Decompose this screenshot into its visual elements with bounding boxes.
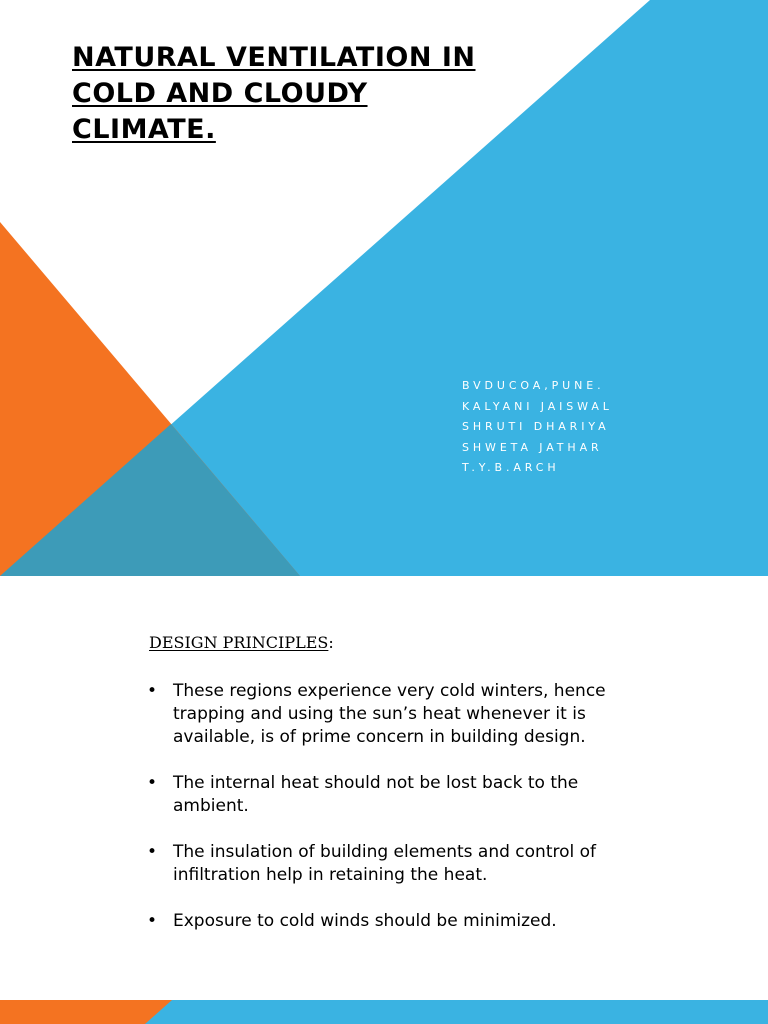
bullet-icon: • — [147, 842, 158, 862]
bullet-text: The insulation of building elements and control of infiltration help in retaining the heat. — [173, 842, 597, 885]
heading-text: DESIGN PRINCIPLES — [149, 633, 329, 652]
title-line-2: COLD AND CLOUDY — [72, 78, 368, 109]
heading-colon: : — [328, 633, 334, 652]
next-slide-peek — [0, 1000, 768, 1024]
peek-orange — [0, 1000, 172, 1024]
author-2: SHRUTI DHARIYA — [462, 420, 610, 433]
bullet-text: Exposure to cold winds should be minimized. — [173, 911, 557, 931]
bullet-item — [147, 841, 647, 887]
section-heading — [149, 633, 334, 652]
bullet-icon: • — [147, 911, 158, 931]
bullet-icon: • — [147, 773, 158, 793]
slide-gap — [0, 576, 768, 600]
author-block — [462, 376, 613, 479]
author-1: KALYANI JAISWAL — [462, 399, 613, 413]
class-label: T.Y.B.ARCH — [462, 461, 560, 474]
slide-title — [72, 40, 572, 148]
content-slide — [0, 600, 768, 1024]
institution: BVDUCOA,PUNE. — [462, 379, 605, 392]
bullet-text: The internal heat should not be lost back to the ambient. — [173, 773, 579, 816]
bullet-text: These regions experience very cold winters, hence trapping and using the sun’s heat whenever it is available, is of prime concern in building design. — [173, 681, 606, 747]
bullet-item — [147, 680, 647, 749]
bullet-item — [147, 910, 647, 933]
bullet-icon: • — [147, 681, 158, 701]
title-line-1: NATURAL VENTILATION IN — [72, 42, 476, 73]
author-3: SHWETA JATHAR — [462, 440, 603, 454]
title-line-3: CLIMATE. — [72, 114, 216, 145]
bullet-item — [147, 772, 647, 818]
bullet-list — [147, 680, 647, 956]
